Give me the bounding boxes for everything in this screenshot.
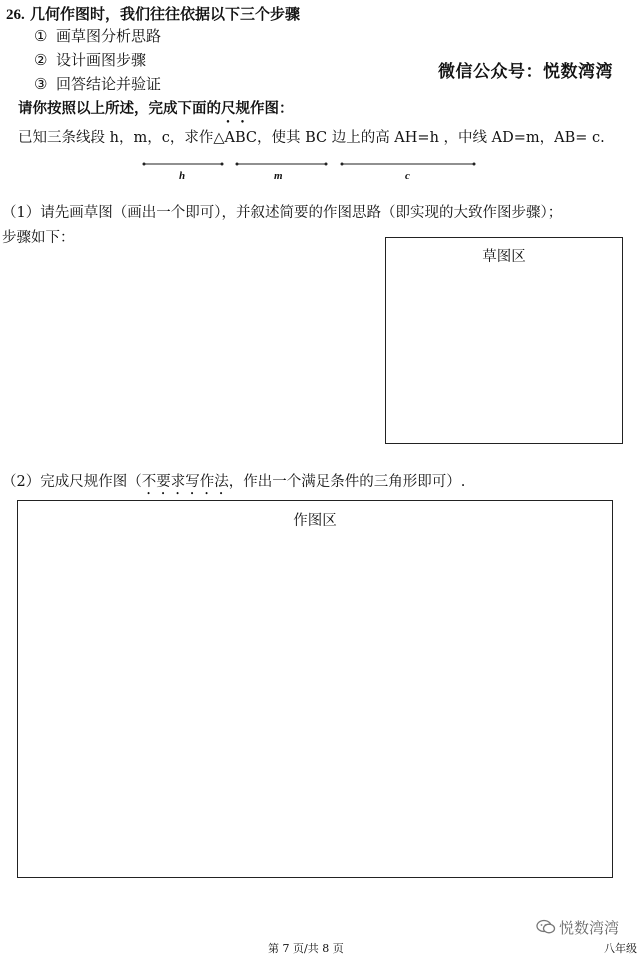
sketch-area[interactable] [385, 237, 623, 444]
step-1-mark: ① [34, 27, 48, 45]
segment-h-label: h [179, 170, 186, 182]
question-title [6, 3, 300, 24]
step-1-text: 画草图分析思路 [56, 27, 162, 45]
grade-label: 八年级 [604, 942, 637, 955]
segment-m-label: m [274, 170, 283, 182]
instruction-prefix: 请你按照以上所述，完成下面的 [18, 100, 221, 117]
question-number: 26. [6, 7, 25, 23]
step-2-mark: ② [34, 51, 48, 69]
step-3-text: 回答结论并验证 [56, 75, 162, 93]
step-1 [34, 25, 161, 46]
part1-prompt: （1）请先画草图（画出一个即可），并叙述简要的作图思路（即实现的大致作图步骤）； [2, 205, 563, 221]
part2-suffix: ，作出一个满足条件的三角形即可）. [228, 474, 466, 490]
part2-prefix: （2）完成尺规作图（ [2, 474, 142, 490]
wechat-watermark: 微信公众号：悦数湾湾 [438, 62, 613, 82]
instruction-emphasis: 尺规 [221, 100, 250, 117]
question-title-text: 几何作图时，我们往往依据以下三个步骤 [29, 5, 300, 23]
part1-steps-label: 步骤如下： [2, 230, 75, 246]
step-3 [34, 73, 161, 94]
segment-c [341, 163, 476, 166]
page-number: 第 7 页/共 8 页 [268, 942, 344, 955]
part2-emphasis: 不要求写作法 [141, 474, 229, 490]
drawing-area-label: 作图区 [293, 513, 337, 529]
part2-prompt [2, 470, 465, 498]
segments-figure [0, 155, 640, 185]
segment-c-label: c [405, 170, 410, 182]
step-2 [34, 49, 146, 70]
sketch-area-label: 草图区 [482, 249, 526, 265]
step-2-text: 设计画图步骤 [56, 51, 147, 69]
wechat-logo-icon [536, 919, 556, 939]
segment-h [143, 163, 224, 166]
wechat-logo [536, 917, 619, 939]
segment-m [236, 163, 328, 166]
drawing-area[interactable] [17, 500, 613, 878]
wechat-logo-text: 悦数湾湾 [559, 919, 620, 937]
given-statement: 已知三条线段 h，m，c，求作△ABC，使其 BC 边上的高 AH=h ，中线 AD=m，AB= c. [18, 130, 605, 146]
instruction-suffix: 作图： [250, 100, 294, 117]
instruction [18, 97, 294, 126]
step-3-mark: ③ [34, 75, 48, 93]
